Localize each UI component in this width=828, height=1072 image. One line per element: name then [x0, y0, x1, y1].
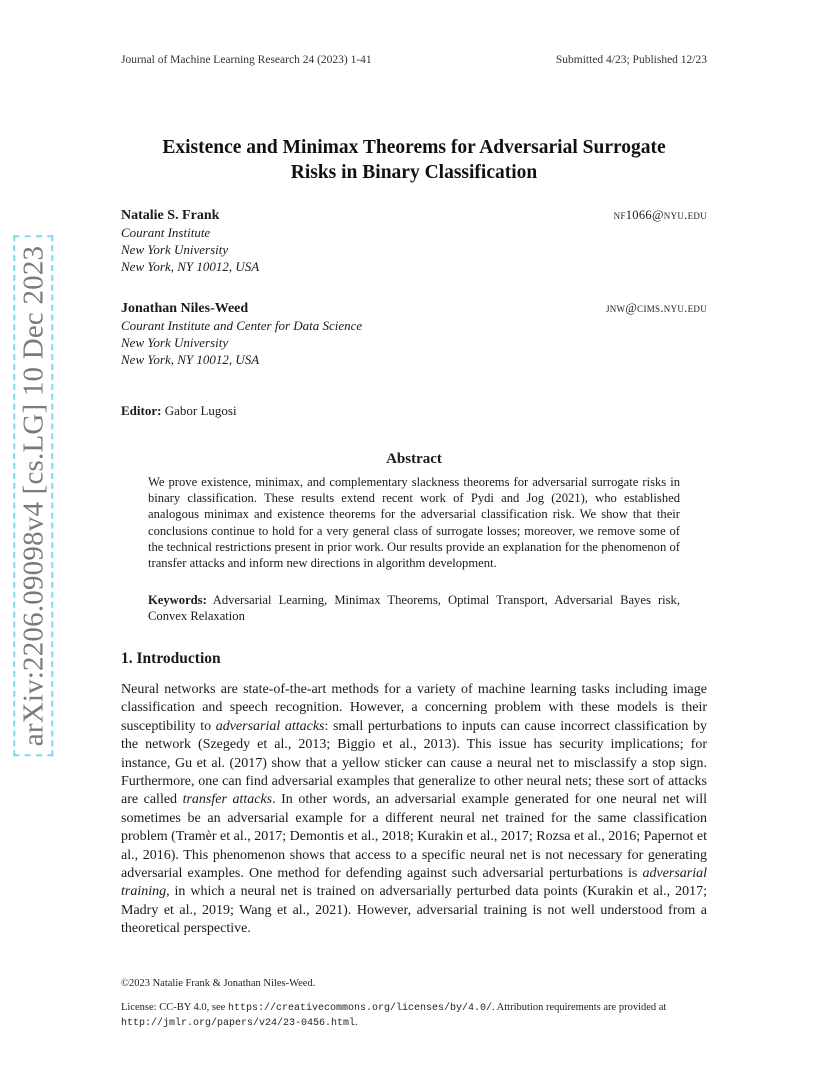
keywords — [148, 592, 680, 624]
author-affiliation: New York University — [121, 335, 229, 350]
editor-line — [121, 403, 237, 419]
section-heading: 1. Introduction — [121, 650, 221, 667]
license-text: . Attribution requirements are provided at — [491, 1002, 667, 1013]
abstract-heading: Abstract — [386, 451, 442, 467]
license-link[interactable]: https://creativecommons.org/licenses/by/4.0/ — [227, 1003, 492, 1014]
intro-emphasis: adversarial training — [121, 866, 707, 900]
author-block-2 — [121, 300, 707, 368]
author-name: Jonathan Niles-Weed — [121, 301, 249, 316]
author-email[interactable]: jnw@cims.nyu.edu — [605, 301, 707, 315]
editor-label: Editor: — [121, 403, 162, 418]
title-line-2: Risks in Binary Classification — [290, 162, 538, 183]
intro-text: : small perturbations to inputs can cause incorrect classification by the network (Szegedy et al., 2013; Biggio et al., 2013). This issue has security implications; for instance, Gu et al. (2017) show that a yellow sticker can cause a neural net to misclassify a stop sign. Furthermore, one can find adversarial examples that generalize to other neural nets; these sort of attacks are called — [121, 718, 707, 808]
journal-info: Journal of Machine Learning Research 24 (2023) 1-41 — [121, 54, 372, 66]
author-name: Natalie S. Frank — [121, 208, 220, 223]
arxiv-identifier[interactable]: arXiv:2206.09098v4 [cs.LG] 10 Dec 2023 — [13, 235, 53, 756]
author-affiliation: New York University — [121, 242, 229, 257]
running-head — [121, 54, 707, 66]
copyright-notice: ©2023 Natalie Frank & Jonathan Niles-Weed. — [121, 978, 316, 989]
license-notice — [121, 1001, 707, 1031]
arxiv-side-stamp — [11, 245, 55, 746]
author-affiliation: New York, NY 10012, USA — [121, 259, 260, 274]
intro-text: Neural networks are state-of-the-art methods for a variety of machine learning tasks including image classification and speech recognition. However, a concerning problem with these models is their susceptibility to — [121, 682, 707, 734]
author-email[interactable]: nf1066@nyu.edu — [613, 208, 707, 222]
abstract-body: We prove existence, minimax, and complementary slackness theorems for adversarial surrogate risks in binary classification. These results extend recent work of Pydi and Jog (2021), who established analogous minimax and existence theorems for the adversarial classification risk. We show that their conclusions continue to hold for a very general class of surrogate losses; moreover, we remove some of the technical restrictions present in prior work. Our results provide an explanation for the phenomenon of transfer attacks and inform new directions in algorithm development. — [148, 475, 680, 571]
intro-text: . In other words, an adversarial example generated for one neural net will sometimes be an adversarial example for a different neural net trained for the same classification problem (Tramèr et al., 2017; Demontis et al., 2018; Kurakin et al., 2017; Rozsa et al., 2016; Papernot et al., 2016). This phenomenon shows that access to a specific neural net is not necessary for generating adversarial examples. One method for defending against such adversarial perturbations is — [121, 792, 707, 882]
author-affiliation: Courant Institute — [121, 225, 211, 240]
editor-name: Gabor Lugosi — [164, 403, 237, 418]
keywords-text: Adversarial Learning, Minimax Theorems, Optimal Transport, Adversarial Bayes risk, Convex Relaxation — [148, 593, 680, 624]
introduction-paragraph — [121, 681, 707, 939]
intro-emphasis: transfer attacks — [182, 792, 273, 808]
intro-emphasis: adversarial attacks — [215, 718, 325, 734]
intro-text: , in which a neural net is trained on adversarially perturbed data points (Kurakin et al., 2017; Madry et al., 2019; Wang et al., 2021). However, adversarial training is not well understood from a theoretical perspective. — [121, 884, 707, 937]
license-text: License: CC-BY 4.0, see — [121, 1002, 228, 1013]
paper-title — [100, 135, 728, 185]
license-text: . — [355, 1017, 358, 1028]
author-affiliation: New York, NY 10012, USA — [121, 352, 260, 367]
submission-info: Submitted 4/23; Published 12/23 — [555, 54, 707, 66]
title-line-1: Existence and Minimax Theorems for Adversarial Surrogate — [162, 137, 666, 158]
author-block-1 — [121, 207, 707, 275]
author-affiliation: Courant Institute and Center for Data Science — [121, 318, 363, 333]
keywords-label: Keywords: — [148, 593, 207, 607]
paper-link[interactable]: http://jmlr.org/papers/v24/23-0456.html — [121, 1018, 356, 1029]
